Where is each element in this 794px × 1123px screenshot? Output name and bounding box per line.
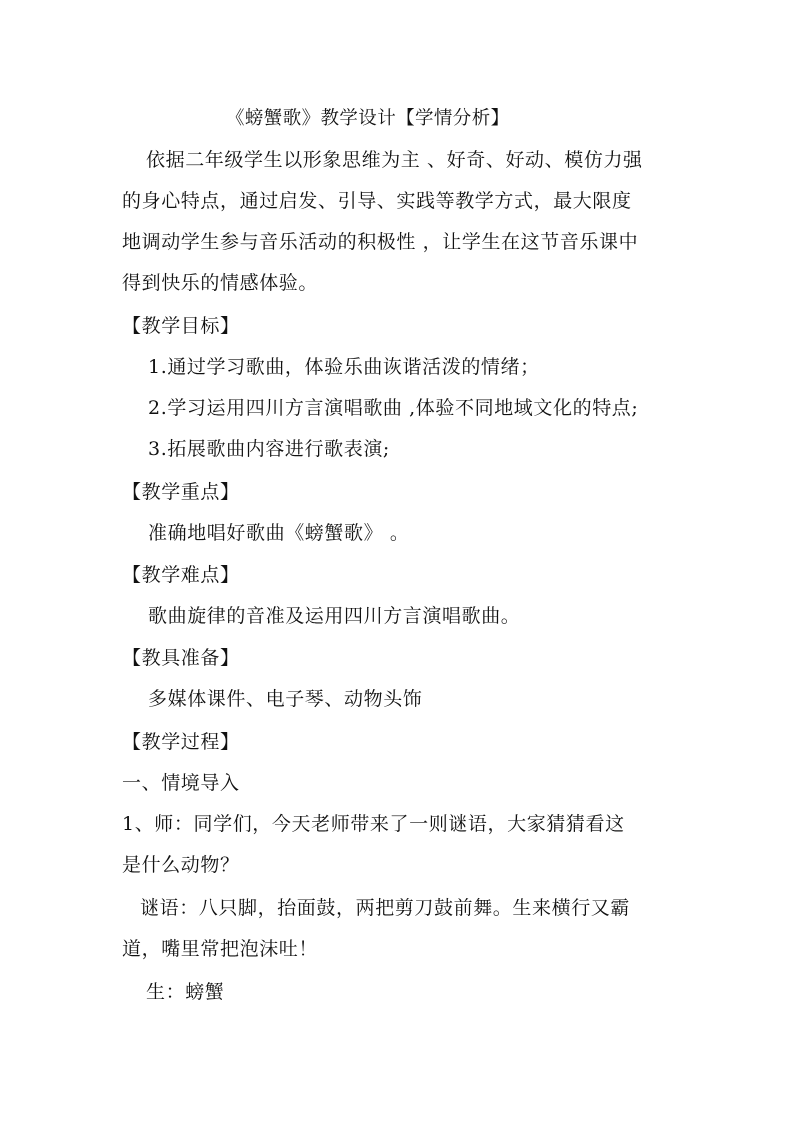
goal-item: 1.通过学习歌曲，体验乐曲诙谐活泼的情绪； [148, 356, 540, 378]
process-section-title: 一、情境导入 [122, 772, 240, 794]
intro-line: 得到快乐的情感体验。 [122, 272, 319, 294]
riddle-line: 谜语：八只脚，抬面鼓，两把剪刀鼓前舞。生来横行又霸 [140, 897, 631, 919]
section-heading-process: 【教学过程】 [122, 731, 240, 753]
difficulties-text: 歌曲旋律的音准及运用四川方言演唱歌曲。 [148, 605, 521, 627]
intro-line: 地调动学生参与音乐活动的积极性 ，让学生在这节音乐课中 [122, 231, 639, 253]
intro-line: 的身心特点，通过启发、引导、实践等教学方式，最大限度 [122, 190, 632, 212]
intro-line: 依据二年级学生以形象思维为主 、好奇、好动、模仿力强 [146, 149, 643, 171]
section-heading-goals: 【教学目标】 [122, 315, 240, 337]
section-heading-materials: 【教具准备】 [122, 647, 240, 669]
goal-item: 2.学习运用四川方言演唱歌曲 ,体验不同地域文化的特点; [148, 397, 639, 419]
key-points-text: 准确地唱好歌曲《螃蟹歌》 。 [148, 522, 410, 544]
answer-line: 生：螃蟹 [146, 981, 225, 1003]
process-step-line: 是什么动物？ [122, 854, 240, 876]
goal-item: 3.拓展歌曲内容进行歌表演; [148, 438, 390, 460]
document-title: 《螃蟹歌》教学设计【学情分析】 [226, 108, 510, 129]
materials-text: 多媒体课件、电子琴、动物头饰 [148, 688, 423, 710]
section-heading-key-points: 【教学重点】 [122, 481, 240, 503]
section-heading-difficulties: 【教学难点】 [122, 564, 240, 586]
riddle-line: 道，嘴里常把泡沫吐！ [122, 938, 319, 960]
process-step-line: 1、师：同学们，今天老师带来了一则谜语，大家猜猜看这 [122, 813, 625, 835]
